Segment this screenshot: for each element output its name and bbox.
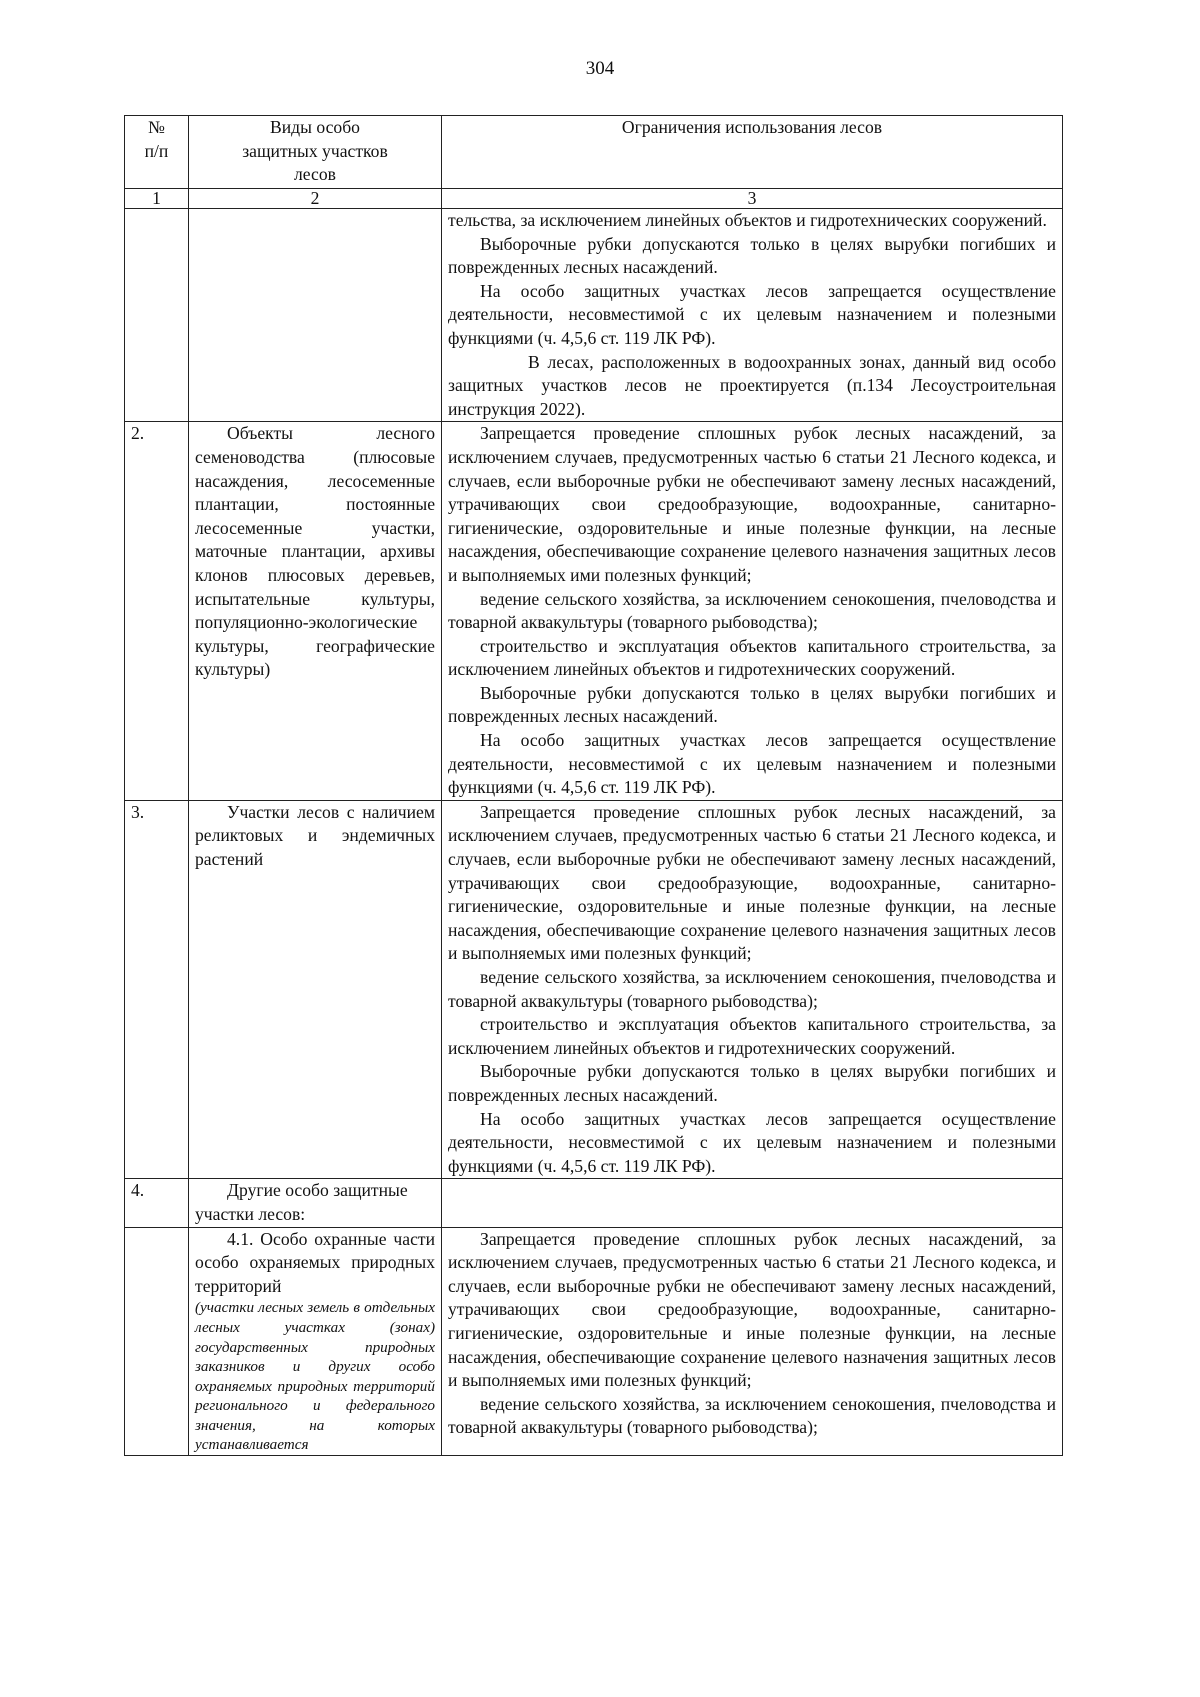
row-kind-text: Другие особо защитные участки лесов: — [195, 1180, 408, 1224]
row-number — [125, 1227, 189, 1456]
row-number: 4. — [125, 1179, 189, 1227]
row-number — [125, 209, 189, 422]
limit-paragraph: строительство и эксплуатация объектов капитального строительства, за исключением линейных объектов и гидротехнических сооружений. — [448, 635, 1056, 680]
table-row — [125, 422, 1063, 801]
limit-paragraph: Запрещается проведение сплошных рубок лесных насаждений, за исключением случаев, предусмотренных частью 6 статьи 21 Лесного кодекса, и случаев, если выборочные рубки не обеспечивают замену лесных насаждений, утрачивающих свои средообразующие, водоохранные, санитарно-гигиенические, оздоровительные и иные полезные функции, на лесные насаждения, обеспечивающие сохранение целевого назначения защитных лесов и выполняемых ими полезных функций; — [448, 423, 1056, 585]
row-kind-note: (участки лесных земель в отдельных лесных участках (зонах) государственных природных заказников и других особо охраняемых природных территорий регионального и федерального значения, на которых устанавливается — [195, 1299, 435, 1454]
column-number: 2 — [189, 189, 442, 209]
limit-paragraph: На особо защитных участках лесов запрещается осуществление деятельности, несовместимой с их целевым назначением и полезными функциями (ч. 4,5,6 ст. 119 ЛК РФ). — [448, 1108, 1056, 1176]
row-number: 3. — [125, 800, 189, 1179]
table-row — [125, 1179, 1063, 1227]
restrictions-table — [124, 115, 1063, 1456]
row-kind — [189, 800, 442, 1179]
row-kind — [189, 422, 442, 801]
limit-paragraph: строительство и эксплуатация объектов капитального строительства, за исключением линейных объектов и гидротехнических сооружений. — [448, 1014, 1056, 1058]
header-kind-line: лесов — [294, 164, 336, 185]
row-limits — [442, 1227, 1063, 1456]
row-kind-text: Участки лесов с наличием реликтовых и эндемичных растений — [195, 801, 435, 870]
limit-paragraph: На особо защитных участках лесов запрещается осуществление деятельности, несовместимой с их целевым назначением и полезными функциями (ч. 4,5,6 ст. 119 ЛК РФ). — [448, 730, 1056, 798]
table-row — [125, 1227, 1063, 1456]
row-kind — [189, 1179, 442, 1227]
limit-paragraph: На особо защитных участках лесов запрещается осуществление деятельности, несовместимой с их целевым назначением и полезными функциями (ч. 4,5,6 ст. 119 ЛК РФ). — [448, 280, 1056, 348]
limit-paragraph: ведение сельского хозяйства, за исключением сенокошения, пчеловодства и товарной аквакультуры (товарного рыбоводства); — [448, 967, 1056, 1011]
limit-paragraph: Запрещается проведение сплошных рубок лесных насаждений, за исключением случаев, предусмотренных частью 6 статьи 21 Лесного кодекса, и случаев, если выборочные рубки не обеспечивают замену лесных насаждений, утрачивающих свои средообразующие, водоохранные, санитарно-гигиенические, оздоровительные и иные полезные функции, на лесные насаждения, обеспечивающие сохранение целевого назначения защитных лесов и выполняемых ими полезных функций; — [448, 1228, 1056, 1391]
row-kind — [189, 209, 442, 422]
limit-paragraph: Выборочные рубки допускаются только в целях вырубки погибших и поврежденных лесных насаждений. — [448, 1061, 1056, 1105]
column-number: 1 — [125, 189, 189, 209]
header-number-abbr: п/п — [144, 140, 169, 161]
limit-paragraph: ведение сельского хозяйства, за исключением сенокошения, пчеловодства и товарной аквакультуры (товарного рыбоводства); — [448, 1393, 1056, 1438]
table-header-row — [125, 116, 1063, 189]
column-number-row — [125, 189, 1063, 209]
row-limits — [442, 422, 1063, 801]
table-row — [125, 800, 1063, 1179]
limit-paragraph: В лесах, расположенных в водоохранных зонах, данный вид особо защитных участков лесов не проектируется (п.134 Лесоустроительная инструкция 2022). — [448, 351, 1056, 419]
row-kind — [189, 1227, 442, 1456]
limit-paragraph: ведение сельского хозяйства, за исключением сенокошения, пчеловодства и товарной аквакультуры (товарного рыбоводства); — [448, 588, 1056, 633]
row-limits — [442, 209, 1063, 422]
header-limits: Ограничения использования лесов — [442, 116, 1063, 189]
row-kind-text: 4.1. Особо охранные части особо охраняемых природных территорий — [195, 1228, 435, 1296]
limit-paragraph: Выборочные рубки допускаются только в целях вырубки погибших и поврежденных лесных насаждений. — [448, 682, 1056, 727]
table-row — [125, 209, 1063, 422]
limit-paragraph: Запрещается проведение сплошных рубок лесных насаждений, за исключением случаев, предусмотренных частью 6 статьи 21 Лесного кодекса, и случаев, если выборочные рубки не обеспечивают замену лесных насаждений, утрачивающих свои средообразующие, водоохранные, санитарно-гигиенические, оздоровительные и иные полезные функции, на лесные насаждения, обеспечивающие сохранение целевого назначения защитных лесов и выполняемых ими полезных функций; — [448, 801, 1056, 964]
row-limits — [442, 1179, 1063, 1227]
limit-paragraph: Выборочные рубки допускаются только в целях вырубки погибших и поврежденных лесных насаждений. — [448, 233, 1056, 278]
row-number: 2. — [125, 422, 189, 801]
header-kind-line: Виды особо — [270, 117, 360, 137]
row-kind-text: Объекты лесного семеноводства (плюсовые насаждения, лесосеменные плантации, постоянные лесосеменные участки, маточные плантации, архивы клонов плюсовых деревьев, испытательные культуры, популяционно-экологические культуры, географические культуры) — [195, 423, 435, 680]
row-limits — [442, 800, 1063, 1179]
header-kind — [189, 116, 442, 189]
header-kind-line: защитных участков — [242, 140, 388, 161]
page-number: 304 — [585, 58, 615, 79]
column-number: 3 — [442, 189, 1063, 209]
header-number — [125, 116, 189, 189]
header-number-symbol: № — [148, 117, 165, 137]
limit-paragraph: тельства, за исключением линейных объектов и гидротехнических сооружений. — [448, 210, 1047, 230]
